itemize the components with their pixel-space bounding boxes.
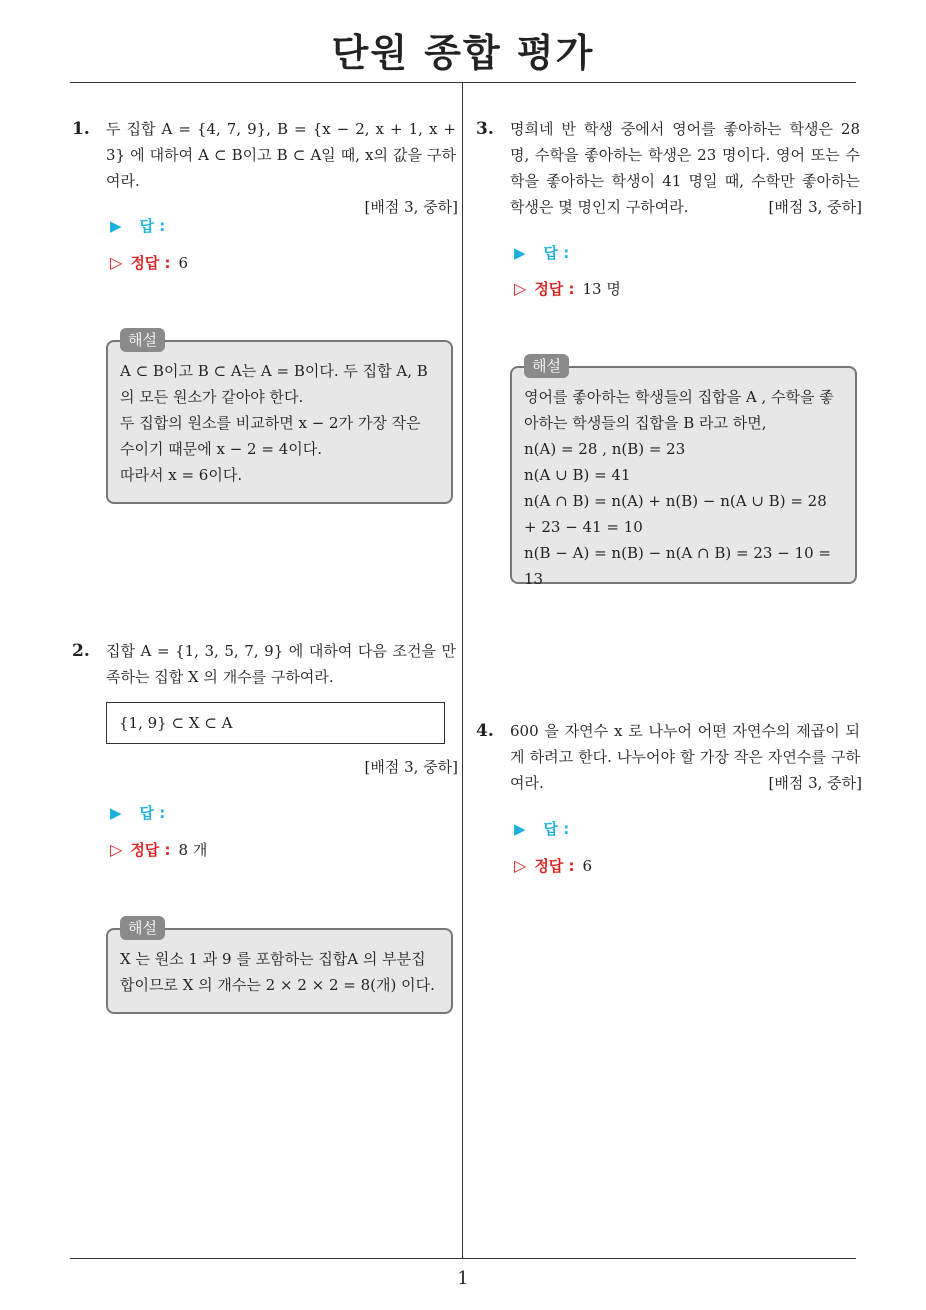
correct-line-3 [514,278,621,299]
solution-line: A ⊂ B이고 B ⊂ A는 A = B이다. 두 집합 A, B 의 모든 원소가 같아야 한다. [120,362,428,406]
solution-box-3 [510,357,857,588]
question-4 [476,718,862,796]
question-1 [72,116,458,220]
correct-value: 8 개 [178,841,208,859]
question-text: 두 집합 A = {4, 7, 9}, B = {x − 2, x + 1, x + 3} 에 대하여 A ⊂ B이고 B ⊂ A일 때, x의 값을 구하여라. [106,120,456,190]
correct-label: 정답 : [130,841,171,859]
question-score: [배점 3, 중하] [364,758,458,776]
answer-line-4 [514,818,569,839]
solution-tag: 해설 [120,916,165,940]
play-icon: ▶ [110,217,122,235]
answer-line-1 [110,215,165,236]
play-icon: ▶ [110,804,122,822]
question-text: 집합 A = {1, 3, 5, 7, 9} 에 대하여 다음 조건을 만족하는 집합 X 의 개수를 구하여라. [106,642,456,686]
solution-line: 영어를 좋아하는 학생들의 집합을 A , 수학을 좋아하는 학생들의 집합을 B 라고 하면, [524,388,834,432]
question-text: 명희네 반 학생 중에서 영어를 좋아하는 학생은 28 명, 수학을 좋아하는 학생은 23 명이다. 영어 또는 수학을 좋아하는 학생이 41 명일 때, 수학만 좋아하는 학생은 몇 명인지 구하여라. [510,120,860,216]
top-divider [70,82,856,83]
play-icon: ▶ [514,820,526,838]
answer-label: 답 : [139,217,166,235]
answer-label: 답 : [543,820,570,838]
page-number: 1 [457,1268,469,1289]
question-text: 600 을 자연수 x 로 나누어 어떤 자연수의 제곱이 되게 하려고 한다. 나누어야 할 가장 작은 자연수를 구하여라. [510,722,860,792]
play-outline-icon: ▷ [110,840,123,859]
correct-label: 정답 : [534,280,575,298]
answer-line-3 [514,242,569,263]
solution-line: 두 집합의 원소를 비교하면 x − 2가 가장 작은 수이기 때문에 x − 2 = 4이다. [120,414,421,458]
question-number: 4. [476,721,494,741]
question-score: [배점 3, 중하] [768,198,862,216]
condition-box: {1, 9} ⊂ X ⊂ A [106,702,445,744]
solution-line: n(A ∩ B) = n(A) + n(B) − n(A ∪ B) = 28 + 23 − 41 = 10 [524,492,827,536]
correct-label: 정답 : [534,857,575,875]
solution-box-2 [106,919,453,1014]
answer-line-2 [110,802,165,823]
question-2 [72,638,458,690]
solution-tag: 해설 [120,328,165,352]
play-outline-icon: ▷ [514,279,527,298]
solution-line: n(A) = 28 , n(B) = 23 [524,440,686,458]
column-divider [462,83,463,1258]
solution-line: 따라서 x = 6이다. [120,466,243,484]
play-outline-icon: ▷ [110,253,123,272]
question-number: 2. [72,641,90,661]
bottom-divider [70,1258,856,1259]
answer-label: 답 : [543,244,570,262]
correct-value: 13 명 [582,280,621,298]
solution-line: X 는 원소 1 과 9 를 포함하는 집합A 의 부분집합이므로 X 의 개수는 2 × 2 × 2 = 8(개) 이다. [120,950,435,994]
question-3 [476,116,862,220]
solution-line: n(B − A) = n(B) − n(A ∩ B) = 23 − 10 = 13 [524,544,831,588]
play-icon: ▶ [514,244,526,262]
page-title: 단원 종합 평가 [331,31,595,75]
solution-line: n(A ∪ B) = 41 [524,466,631,484]
solution-tag: 해설 [524,354,569,378]
question-2-score [72,754,458,780]
solution-box-1 [106,331,453,504]
answer-label: 답 : [139,804,166,822]
correct-line-2 [110,839,207,860]
correct-line-4 [514,855,592,876]
play-outline-icon: ▷ [514,856,527,875]
question-number: 1. [72,119,90,139]
question-score: [배점 3, 중하] [364,198,458,216]
question-number: 3. [476,119,494,139]
correct-value: 6 [582,857,593,875]
question-score: [배점 3, 중하] [768,774,862,792]
correct-line-1 [110,252,188,273]
correct-value: 6 [178,254,189,272]
correct-label: 정답 : [130,254,171,272]
